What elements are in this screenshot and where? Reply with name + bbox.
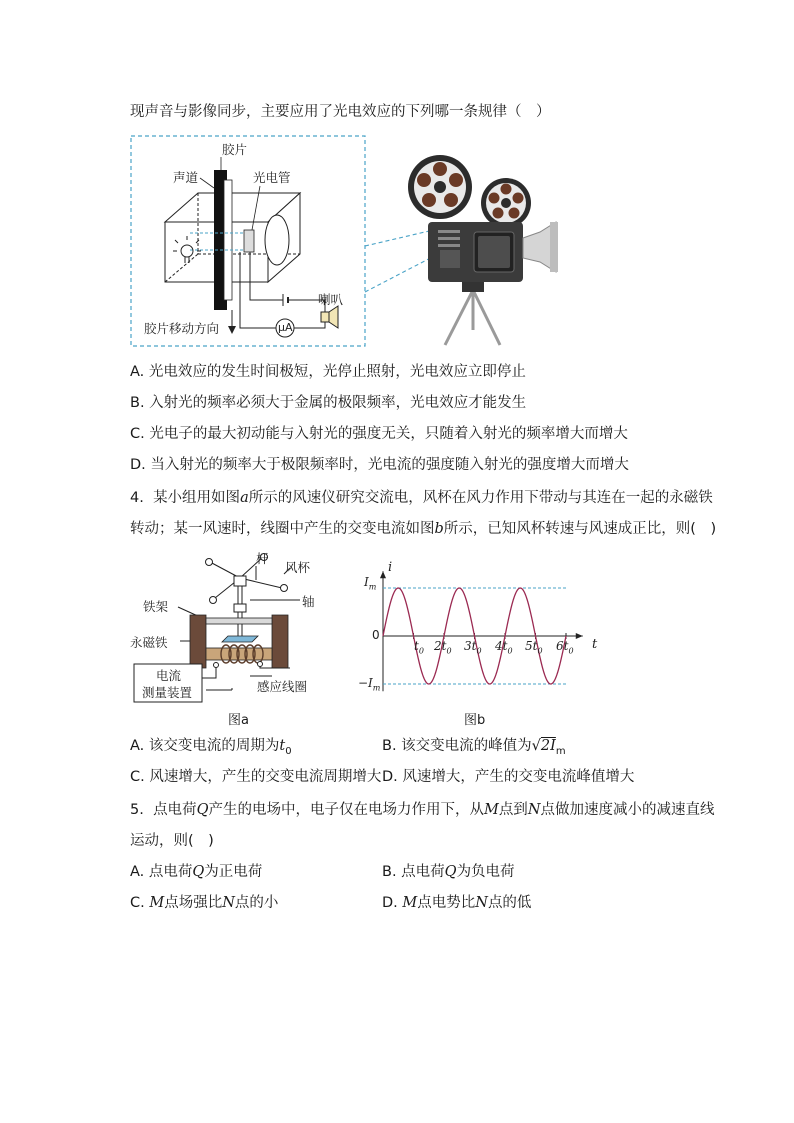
q4-text-c: 转动；某一风速时，线圈中产生的交变电流如图 <box>130 521 435 537</box>
option-text: 为正电荷 <box>204 864 263 880</box>
tick-label <box>434 639 452 655</box>
sqrt-icon: √ <box>531 738 541 754</box>
q4-option-b <box>382 736 566 762</box>
im-bottom-text: −I <box>358 676 373 690</box>
option-letter: B. <box>382 738 397 754</box>
option-letter: D. <box>382 769 398 785</box>
q5-var-n: N <box>527 802 541 818</box>
option-text: 入射光的频率必须大于金属的极限频率，光电效应才能发生 <box>149 395 527 411</box>
label-rod: 杆 <box>256 551 269 566</box>
tick-sub: 0 <box>476 646 482 656</box>
q5-text-d: 点做加速度减小的减速直线 <box>540 802 715 818</box>
option-var: Q <box>444 864 457 880</box>
q4-option-a <box>130 736 292 762</box>
option-letter: B. <box>382 864 397 880</box>
q5-option-a <box>130 862 262 882</box>
label-direction: 胶片移动方向 <box>144 321 220 336</box>
label-meter: μA <box>278 321 293 334</box>
option-text: 点电荷 <box>148 864 193 880</box>
option-text: 点场强比 <box>164 895 223 911</box>
option-text: 该交变电流的周期为 <box>148 738 280 754</box>
tick-text: 3t <box>464 639 477 653</box>
option-sub: 0 <box>285 745 292 757</box>
question-number: 5. <box>130 802 144 818</box>
chart-origin: 0 <box>372 628 380 642</box>
option-letter: A. <box>130 738 145 754</box>
option-text: 点的低 <box>487 895 532 911</box>
tick-label <box>525 639 543 655</box>
chart-im-bottom <box>358 676 380 692</box>
q5-text-a: 点电荷 <box>153 802 197 818</box>
y-axis-arrow <box>380 571 386 578</box>
q5-text-b: 产生的电场中，电子仅在电场力作用下，从 <box>208 802 484 818</box>
option-text: 光电子的最大初动能与入射光的强度无关，只随着入射光的频率增大而增大 <box>149 426 628 442</box>
tick-text: 6t <box>556 639 569 653</box>
option-text: 点电荷 <box>401 864 445 880</box>
tick-sub: 0 <box>446 646 452 656</box>
tick-label <box>464 639 482 655</box>
option-text: 风速增大，产生的交变电流峰值增大 <box>402 769 635 785</box>
tick-text: t <box>414 639 419 653</box>
intro-line: 现声音与影像同步，主要应用了光电效应的下列哪一条规律（ ） <box>130 104 551 120</box>
q5-line1 <box>130 800 715 820</box>
tick-sub: 0 <box>537 646 543 656</box>
q5-text-c: 点到 <box>498 802 528 818</box>
label-magnet: 永磁铁 <box>130 635 168 650</box>
label-speaker: 喇叭 <box>318 292 344 307</box>
chart-im-top <box>364 575 376 591</box>
option-letter: C. <box>130 769 145 785</box>
q5-line2: 运动，则( ) <box>130 833 214 849</box>
option-text: 为负电荷 <box>456 864 515 880</box>
im-bottom-sub: m <box>372 683 381 693</box>
option-text: 风速增大，产生的交变电流周期增大 <box>149 769 382 785</box>
label-coil: 感应线圈 <box>257 679 308 694</box>
im-top-sub: m <box>368 582 377 592</box>
label-frame: 铁架 <box>143 599 169 614</box>
option-var: Q <box>192 864 205 880</box>
option-letter: C. <box>130 426 145 442</box>
option-var: M <box>402 895 418 911</box>
tick-text: 2t <box>434 639 447 653</box>
option-text: 该交变电流的峰值为 <box>401 738 532 754</box>
q4-option-d <box>382 767 634 787</box>
option-letter: D. <box>382 895 398 911</box>
q4-text-d: 所示，已知风杯转速与风速成正比，则( ) <box>443 521 717 537</box>
q5-option-d <box>382 893 531 913</box>
question-number: 4. <box>130 490 144 506</box>
chart-y-label: i <box>388 560 393 575</box>
label-film: 胶片 <box>222 142 248 157</box>
x-axis-arrow <box>576 633 583 639</box>
q4-text-b: 所示的风速仪研究交流电，风杯在风力作用下带动与其连在一起的永磁铁 <box>248 490 713 506</box>
option-var: M <box>149 895 165 911</box>
label-phototube: 光电管 <box>253 170 291 185</box>
chart-x-label: t <box>592 637 598 652</box>
q5-var-q: Q <box>196 802 209 818</box>
tick-text: 5t <box>525 639 538 653</box>
tick-text: 4t <box>495 639 508 653</box>
im-top-text: I <box>364 575 369 589</box>
label-axis: 轴 <box>302 594 315 609</box>
option-var: N <box>475 895 488 911</box>
tick-label <box>495 639 513 655</box>
option-text: 点电势比 <box>417 895 476 911</box>
option-text: 点的小 <box>234 895 279 911</box>
option-math: 2I <box>540 738 556 754</box>
tick-sub: 0 <box>418 646 424 656</box>
option-text: 当入射光的频率大于极限频率时，光电流的强度随入射光的强度增大而增大 <box>150 457 629 473</box>
q5-option-c <box>130 893 278 913</box>
tick-label <box>414 639 424 655</box>
caption-fig-a: 图a <box>228 713 249 728</box>
option-letter: D. <box>130 457 146 473</box>
option-letter: B. <box>130 395 145 411</box>
option-math: t <box>279 738 286 754</box>
q5-option-b <box>382 862 515 882</box>
caption-fig-b: 图b <box>464 713 486 728</box>
option-letter: C. <box>130 895 145 911</box>
option-text: 光电效应的发生时间极短，光停止照射，光电效应立即停止 <box>148 364 526 380</box>
q4-option-c <box>130 767 381 787</box>
tick-sub: 0 <box>507 646 513 656</box>
label-cup: 风杯 <box>285 560 311 575</box>
q4-var-b: b <box>434 521 444 537</box>
q4-text-a: 某小组用如图 <box>153 490 241 506</box>
option-letter: A. <box>130 364 145 380</box>
tick-label <box>556 639 574 655</box>
label-device-1: 电流 <box>156 668 182 683</box>
option-sub: m <box>555 745 566 757</box>
option-var: N <box>222 895 235 911</box>
label-soundtrack: 声道 <box>173 170 199 185</box>
q5-var-m: M <box>483 802 499 818</box>
tick-sub: 0 <box>568 646 574 656</box>
option-letter: A. <box>130 864 145 880</box>
q4-var-a: a <box>240 490 249 506</box>
label-device-2: 测量装置 <box>142 685 193 700</box>
